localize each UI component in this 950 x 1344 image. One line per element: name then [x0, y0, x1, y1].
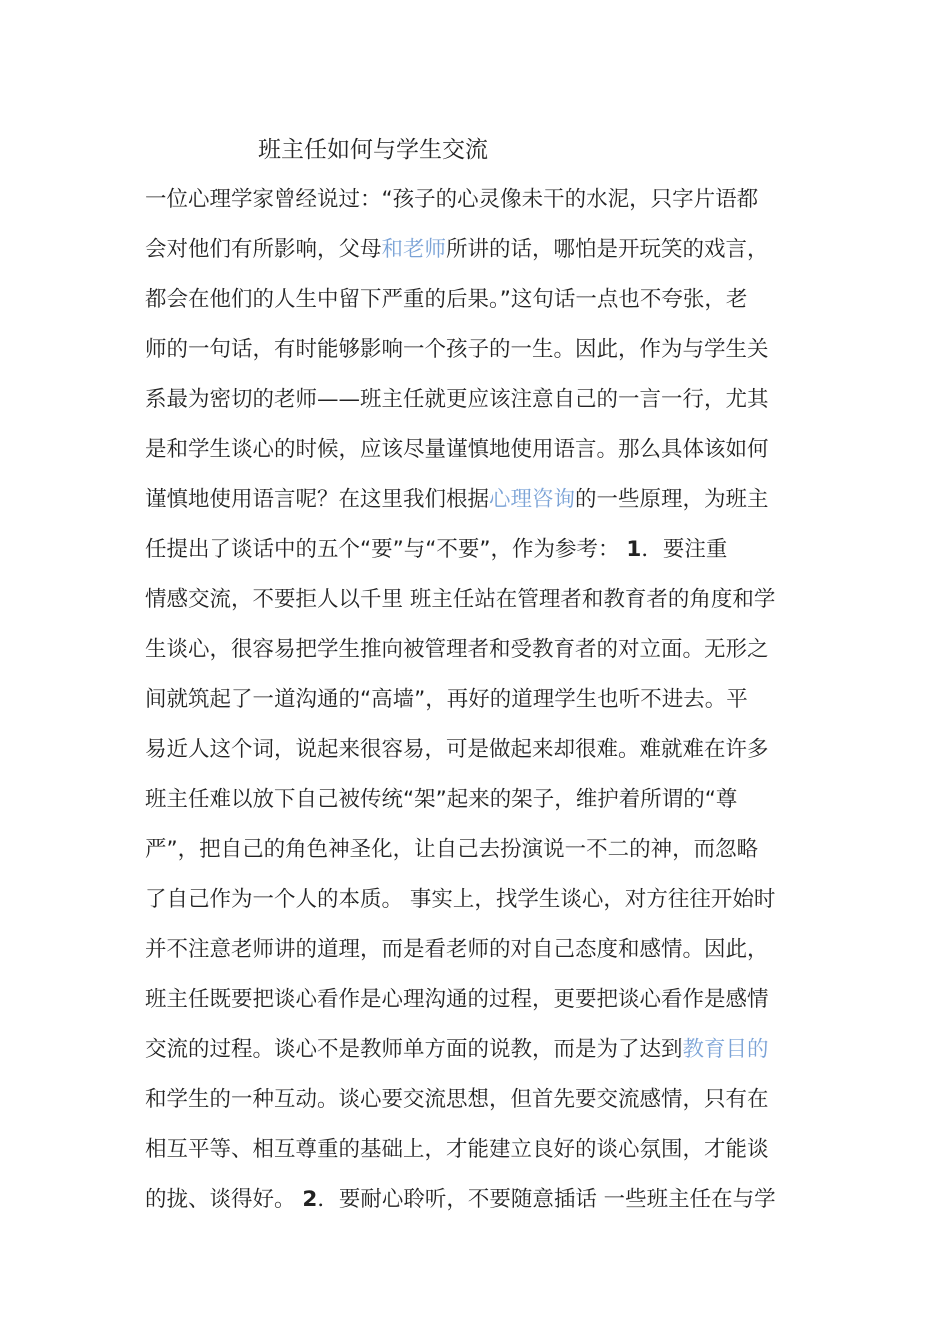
text-segment: 所讲的话，哪怕是开玩笑的戏言， [446, 237, 769, 262]
text-line [145, 1130, 825, 1180]
text-segment: 并不注意老师讲的道理，而是看老师的对自己态度和感情。因此， [145, 937, 769, 962]
document-title: 班主任如何与学生交流 [258, 137, 488, 163]
text-segment: 的一些原理，为班主 [575, 487, 769, 512]
text-line [145, 1180, 825, 1230]
section-number: 2 [302, 1187, 318, 1212]
text-segment: 间就筑起了一道沟通的“高墙”，再好的道理学生也听不进去。平 [145, 687, 748, 712]
text-segment: 任提出了谈话中的五个“要”与“不要”，作为参考： [145, 537, 627, 562]
text-segment: 一位心理学家曾经说过：“孩子的心灵像未干的水泥，只字片语都 [145, 187, 759, 212]
text-segment: 了自己作为一个人的本质。 事实上，找学生谈心，对方往往开始时 [145, 887, 776, 912]
hyperlink[interactable]: 教育目的 [682, 1037, 769, 1062]
text-line [145, 430, 825, 480]
text-line [145, 480, 825, 530]
text-segment: 严”，把自己的角色神圣化，让自己去扮演说一不二的神，而忽略 [145, 837, 759, 862]
text-line [145, 830, 825, 880]
text-segment: ．要注重 [641, 537, 728, 562]
text-line [145, 880, 825, 930]
text-line [145, 730, 825, 780]
text-segment: 师的一句话，有时能够影响一个孩子的一生。因此，作为与学生关 [145, 337, 769, 362]
text-line [145, 280, 825, 330]
text-segment: 生谈心，很容易把学生推向被管理者和受教育者的对立面。无形之 [145, 637, 769, 662]
text-segment: 的拢、谈得好。 [145, 1187, 303, 1212]
text-line [145, 980, 825, 1030]
hyperlink[interactable]: 心理咨询 [489, 487, 576, 512]
text-segment: 相互平等、相互尊重的基础上，才能建立良好的谈心氛围，才能谈 [145, 1137, 769, 1162]
text-line [145, 230, 825, 280]
text-segment: 系最为密切的老师——班主任就更应该注意自己的一言一行，尤其 [145, 387, 769, 412]
text-line [145, 630, 825, 680]
section-number: 1 [626, 537, 642, 562]
text-line [145, 180, 825, 230]
text-line [145, 330, 825, 380]
hyperlink[interactable]: 和老师 [381, 237, 447, 262]
text-segment: 会对他们有所影响，父母 [145, 237, 382, 262]
text-line [145, 680, 825, 730]
text-segment: ．要耐心聆听，不要随意插话 一些班主任在与学 [317, 1187, 776, 1212]
text-line [145, 1080, 825, 1130]
text-segment: 和学生的一种互动。谈心要交流思想，但首先要交流感情，只有在 [145, 1087, 769, 1112]
text-line [145, 930, 825, 980]
text-segment: 易近人这个词，说起来很容易，可是做起来却很难。难就难在许多 [145, 737, 769, 762]
text-line [145, 530, 825, 580]
text-segment: 班主任既要把谈心看作是心理沟通的过程，更要把谈心看作是感情 [145, 987, 769, 1012]
text-segment: 都会在他们的人生中留下严重的后果。”这句话一点也不夸张，老 [145, 287, 748, 312]
text-line [145, 580, 825, 630]
document-body [145, 180, 825, 1230]
text-segment: 班主任难以放下自己被传统“架”起来的架子，维护着所谓的“尊 [145, 787, 738, 812]
text-line [145, 380, 825, 430]
text-segment: 交流的过程。谈心不是教师单方面的说教，而是为了达到 [145, 1037, 683, 1062]
text-line [145, 1030, 825, 1080]
text-line [145, 780, 825, 830]
text-segment: 是和学生谈心的时候，应该尽量谨慎地使用语言。那么具体该如何 [145, 437, 769, 462]
text-segment: 谨慎地使用语言呢？在这里我们根据 [145, 487, 490, 512]
text-segment: 情感交流，不要拒人以千里 班主任站在管理者和教育者的角度和学 [145, 587, 776, 612]
